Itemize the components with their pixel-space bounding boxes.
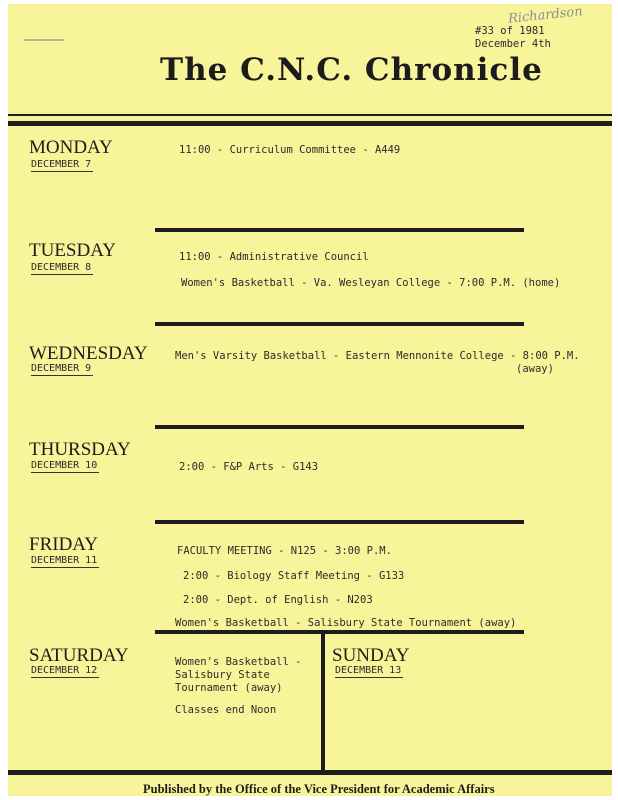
- event-friday-2: 2:00 - Biology Staff Meeting - G133: [183, 570, 405, 582]
- newsletter-title: The C.N.C. Chronicle: [160, 52, 543, 88]
- footer-rule: [8, 770, 612, 775]
- divider-friday: [155, 520, 524, 524]
- day-heading-saturday: SATURDAY: [29, 645, 129, 666]
- event-saturday-1: Women's Basketball -: [175, 656, 302, 668]
- event-tuesday-1: 11:00 - Administrative Council: [179, 251, 369, 263]
- divider-wednesday: [155, 322, 524, 326]
- date-thursday: DECEMBER 10: [31, 460, 98, 471]
- day-heading-wednesday: WEDNESDAY: [29, 343, 148, 364]
- event-friday-3: 2:00 - Dept. of English - N203: [183, 594, 373, 606]
- divider-weekend: [155, 630, 524, 634]
- newsletter-page: [8, 4, 612, 796]
- event-wednesday-note: (away): [516, 363, 554, 375]
- event-saturday-4: Classes end Noon: [175, 704, 277, 716]
- day-heading-thursday: THURSDAY: [29, 439, 131, 460]
- date-sunday: DECEMBER 13: [335, 665, 402, 676]
- event-friday-1: FACULTY MEETING - N125 - 3:00 P.M.: [177, 545, 392, 557]
- issue-number: #33 of 1981: [475, 25, 545, 37]
- event-friday-4: Women's Basketball - Salisbury State Tournament (away): [175, 617, 517, 629]
- issue-date: December 4th: [475, 38, 551, 50]
- event-thursday-1: 2:00 - F&P Arts - G143: [179, 461, 319, 473]
- date-tuesday: DECEMBER 8: [31, 262, 92, 273]
- header-rule-thin: [8, 114, 612, 116]
- day-heading-friday: FRIDAY: [29, 534, 98, 555]
- date-monday: DECEMBER 7: [31, 159, 92, 170]
- divider-tuesday: [155, 228, 524, 232]
- divider-weekend-vertical: [321, 632, 325, 772]
- event-monday-1: 11:00 - Curriculum Committee - A449: [179, 144, 401, 156]
- date-friday: DECEMBER 11: [31, 555, 98, 566]
- divider-thursday: [155, 425, 524, 429]
- footer-text: Published by the Office of the Vice President for Academic Affairs: [143, 782, 495, 796]
- event-wednesday-1: Men's Varsity Basketball - Eastern Mennonite College - 8:00 P.M.: [175, 350, 580, 362]
- date-wednesday: DECEMBER 9: [31, 363, 92, 374]
- header-rule-thick: [8, 121, 612, 126]
- scan-mark: [24, 39, 64, 41]
- event-saturday-3: Tournament (away): [175, 682, 283, 694]
- day-heading-sunday: SUNDAY: [332, 645, 410, 666]
- day-heading-monday: MONDAY: [29, 137, 113, 158]
- day-heading-tuesday: TUESDAY: [29, 240, 116, 261]
- event-saturday-2: Salisbury State: [175, 669, 270, 681]
- date-saturday: DECEMBER 12: [31, 665, 98, 676]
- handwritten-signature: Richardson: [507, 4, 584, 27]
- event-tuesday-2: Women's Basketball - Va. Wesleyan College - 7:00 P.M. (home): [181, 277, 561, 289]
